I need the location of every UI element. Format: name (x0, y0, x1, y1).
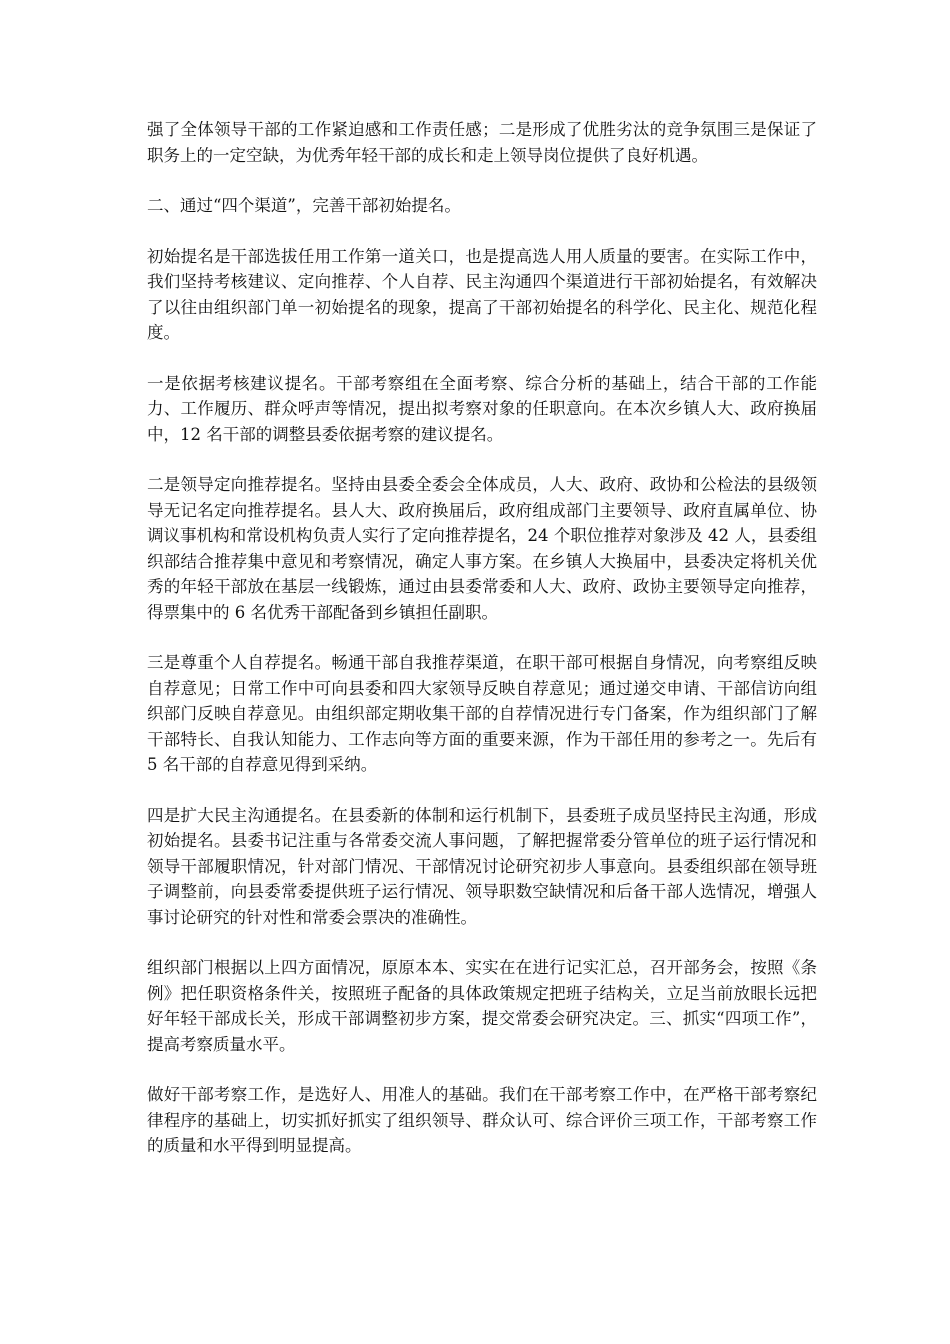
section-heading-2: 二、通过“四个渠道”，完善干部初始提名。 (147, 196, 461, 215)
paragraph-1: 强了全体领导干部的工作紧迫感和工作责任感；二是形成了优胜劣汰的竞争氛围三是保证了职务上的一定空缺，为优秀年轻干部的成长和走上领导岗位提供了良好机遇。 (147, 120, 817, 165)
paragraph-7: 四是扩大民主沟通提名。在县委新的体制和运行机制下，县委班子成员坚持民主沟通，形成初始提名。县委书记注重与各常委交流人事问题，了解把握常委分管单位的班子运行情况和领导干部履职情况，针对部门情况、干部情况讨论研究初步人事意向。县委组织部在领导班子调整前，向县委常委提供班子运行情况、领导职数空缺情况和后备干部人选情况，增强人事讨论研究的针对性和常委会票决的准确性。 (147, 805, 817, 927)
paragraph-9: 做好干部考察工作，是选好人、用准人的基础。我们在干部考察工作中，在严格干部考察纪律程序的基础上，切实抓好抓实了组织领导、群众认可、综合评价三项工作，干部考察工作的质量和水平得到明显提高。 (147, 1085, 817, 1155)
document-body (147, 117, 817, 1184)
paragraph-8: 组织部门根据以上四方面情况，原原本本、实实在在进行记实汇总，召开部务会，按照《条例》把任职资格条件关，按照班子配备的具体政策规定把班子结构关，立足当前放眼长远把好年轻干部成长关，形成干部调整初步方案，提交常委会研究决定。三、抓实“四项工作”，提高考察质量水平。 (147, 958, 817, 1054)
paragraph-4: 一是依据考核建议提名。干部考察组在全面考察、综合分析的基础上，结合干部的工作能力、工作履历、群众呼声等情况，提出拟考察对象的任职意向。在本次乡镇人大、政府换届中，12 名干部的调整县委依据考察的建议提名。 (147, 373, 817, 444)
paragraph-5: 二是领导定向推荐提名。坚持由县委全委会全体成员，人大、政府、政协和公检法的县级领导无记名定向推荐提名。县人大、政府换届后，政府组成部门主要领导、政府直属单位、协调议事机构和常设机构负责人实行了定向推荐提名，24 个职位推荐对象涉及 42 人，县委组织部结合推荐集中意见和考察情况，确定人事方案。在乡镇人大换届中，县委决定将机关优秀的年轻干部放在基层一线锻炼，通过由县委常委和人大、政府、政协主要领导定向推荐，得票集中的 6 名优秀干部配备到乡镇担任副职。 (147, 475, 817, 622)
paragraph-6: 三是尊重个人自荐提名。畅通干部自我推荐渠道，在职干部可根据自身情况，向考察组反映自荐意见；日常工作中可向县委和四大家领导反映自荐意见；通过递交申请、干部信访向组织部门反映自荐意见。由组织部定期收集干部的自荐情况进行专门备案，作为组织部门了解干部特长、自我认知能力、工作志向等方面的重要来源，作为干部任用的参考之一。先后有 5 名干部的自荐意见得到采纳。 (147, 653, 817, 774)
paragraph-3: 初始提名是干部选拔任用工作第一道关口，也是提高选人用人质量的要害。在实际工作中，我们坚持考核建议、定向推荐、个人自荐、民主沟通四个渠道进行干部初始提名，有效解决了以往由组织部门单一初始提名的现象，提高了干部初始提名的科学化、民主化、规范化程度。 (147, 246, 817, 342)
